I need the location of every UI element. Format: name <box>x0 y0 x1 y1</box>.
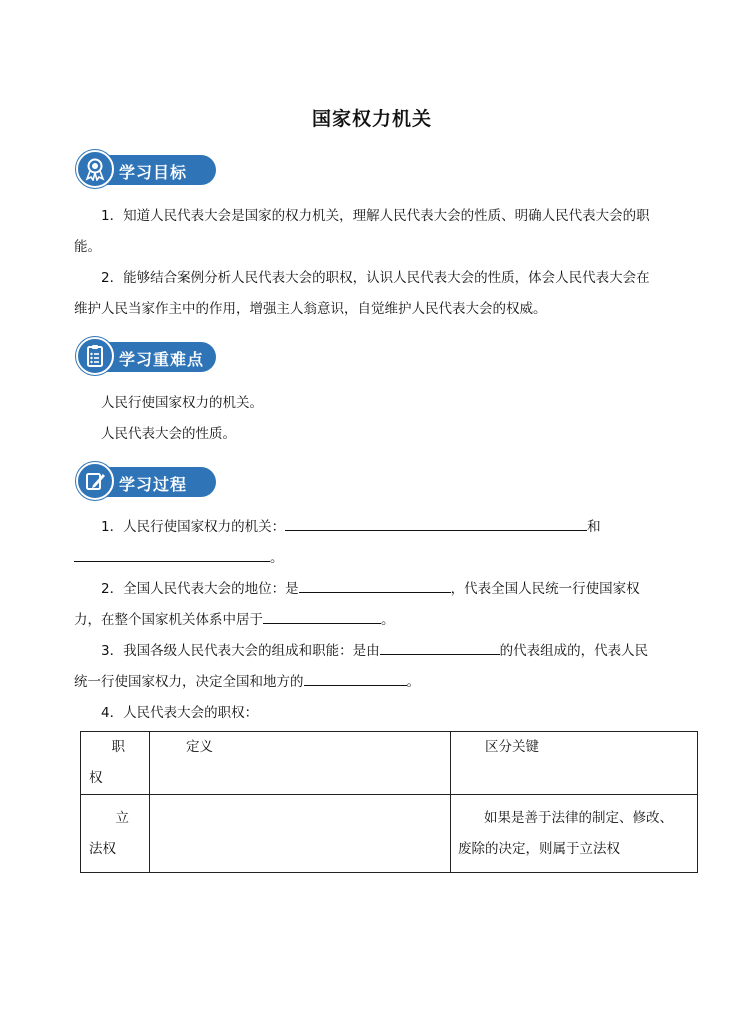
row-key-line-1: 如果是善于法律的制定、修改、 <box>484 810 673 826</box>
fill-blank[interactable] <box>263 608 381 624</box>
question-1-line-1 <box>74 512 674 543</box>
question-1-conjunction: 和 <box>587 519 601 535</box>
question-2-text-b: ，代表全国人民统一行使国家权 <box>450 581 640 597</box>
table-cell-power <box>81 795 150 873</box>
header-key: 区分关键 <box>485 739 539 755</box>
question-3-text: 3．我国各级人民代表大会的组成和职能：是由 <box>101 643 380 659</box>
key-points-body <box>74 388 674 450</box>
question-3-text-c: 统一行使国家权力，决定全国和地方的 <box>74 674 304 690</box>
table-header-cell-key <box>451 732 698 795</box>
table-header-cell-power <box>81 732 150 795</box>
header-power-char-2: 权 <box>89 770 103 786</box>
fill-blank[interactable] <box>285 515 587 531</box>
table-header-row <box>81 732 698 795</box>
question-3-line-1 <box>74 636 674 667</box>
question-1-text: 1．人民行使国家权力的机关： <box>101 519 286 535</box>
question-2-text-c: 力，在整个国家机关体系中居于 <box>74 612 263 628</box>
question-3-text-b: 的代表组成的，代表人民 <box>499 643 649 659</box>
question-2-line-2 <box>74 605 674 636</box>
fill-blank[interactable] <box>74 546 270 562</box>
question-3-line-2 <box>74 667 674 698</box>
clipboard-list-icon <box>76 337 114 375</box>
row-power-char-2: 法权 <box>89 841 116 857</box>
goal-1-line-2: 能。 <box>74 239 101 255</box>
question-2-end: 。 <box>381 612 395 628</box>
key-point-1: 人民行使国家权力的机关。 <box>101 395 263 411</box>
powers-table <box>80 731 698 873</box>
question-2-line-1 <box>74 574 674 605</box>
goal-2-line-2: 维护人民当家作主中的作用，增强主人翁意识，自觉维护人民代表大会的权威。 <box>74 301 547 317</box>
table-cell-definition <box>150 795 451 873</box>
row-key-line-2: 废除的决定，则属于立法权 <box>458 841 620 857</box>
section-header-key-points <box>76 337 218 375</box>
key-point-2: 人民代表大会的性质。 <box>101 426 236 442</box>
question-4: 4．人民代表大会的职权： <box>101 705 259 721</box>
question-1-end: 。 <box>270 550 284 566</box>
table-row <box>81 795 698 873</box>
question-2-text: 2．全国人民代表大会的地位：是 <box>101 581 299 597</box>
goal-1-line-1: 1．知道人民代表大会是国家的权力机关，理解人民代表大会的性质、明确人民代表大会的职 <box>101 208 650 224</box>
section-title-key-points: 学习重难点 <box>119 350 205 369</box>
fill-blank[interactable] <box>304 670 407 686</box>
fill-blank[interactable] <box>299 577 451 593</box>
table-header-cell-definition <box>150 732 451 795</box>
pencil-edit-icon <box>76 462 114 500</box>
header-power-char-1: 职 <box>111 739 125 755</box>
section-header-process <box>76 462 218 500</box>
table-cell-key <box>451 795 698 873</box>
row-definition <box>150 795 450 807</box>
row-power-char-1: 立 <box>115 810 129 826</box>
question-1-line-2 <box>74 543 674 574</box>
section-header-goals <box>76 150 218 188</box>
section-title-process: 学习过程 <box>119 475 188 494</box>
award-ribbon-icon <box>76 150 114 188</box>
process-body <box>74 512 674 729</box>
section-title-goals: 学习目标 <box>119 163 188 182</box>
question-3-end: 。 <box>406 674 420 690</box>
goal-2-line-1: 2．能够结合案例分析人民代表大会的职权，认识人民代表大会的性质，体会人民代表大会在 <box>101 270 650 286</box>
page-title: 国家权力机关 <box>311 108 432 130</box>
goals-body <box>74 201 674 325</box>
fill-blank[interactable] <box>380 639 500 655</box>
header-definition: 定义 <box>186 739 213 755</box>
